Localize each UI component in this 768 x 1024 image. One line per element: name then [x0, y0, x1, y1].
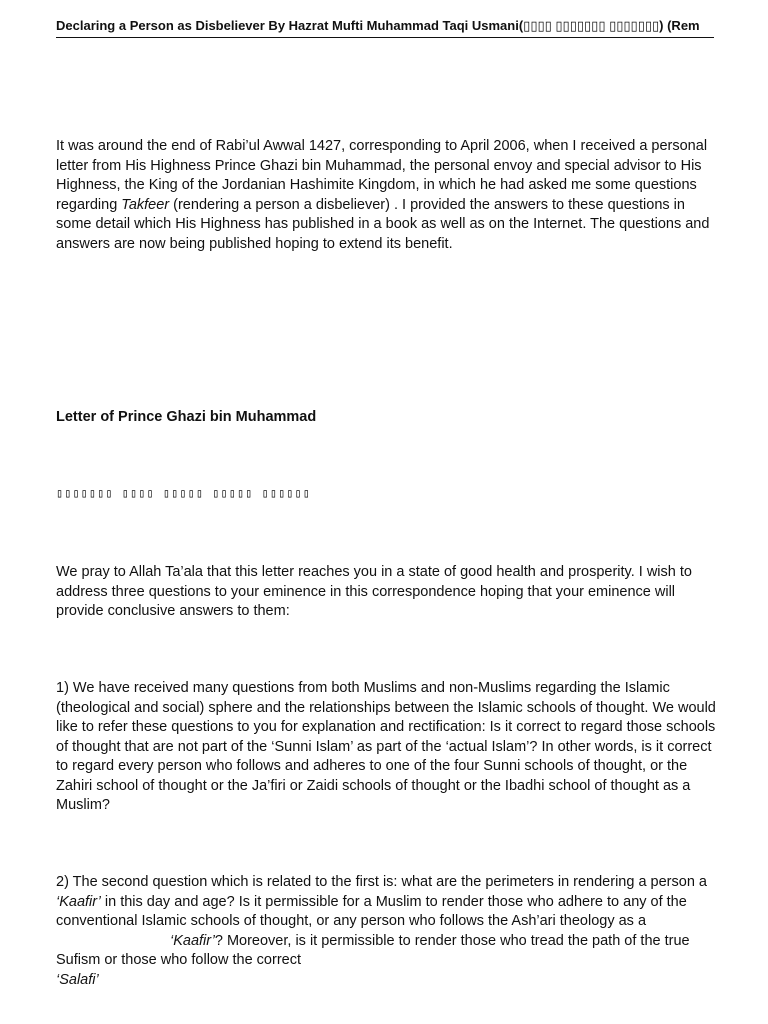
intro-text-2: (rendering a person a disbeliever) . I provided the answers to these questions in some detail which His Highness has published in a book as well as on the Internet. The questions and answers are now being published hoping to extend its benefit.: [56, 196, 710, 252]
question-1-paragraph: 1) We have received many questions from both Muslims and non-Muslims regarding the Islamic (theological and social) sphere and the relationships between the Islamic schools of thought. We would like to refer these questions to you for explanation and rectification: Is it correct to regard those schools of thought that are not part of the ‘Sunni Islam’ as part of the ‘actual Islam’? In other words, is it correct to regard every person who follows and adheres to one of the four Sunni schools of thought, or the Zahiri school of thought or the Ja’firi or Zaidi schools of thought or the Ibadhi school of thought as a Muslim?: [56, 680, 716, 813]
question-2-term-kaafir-1: ‘Kaafir’: [56, 893, 101, 910]
question-2-paragraph: [56, 873, 716, 990]
question-2-term-salafi: ‘Salafi’: [56, 971, 99, 988]
question-2-text-3: ? Moreover, is it permissible to render those who tread the path of the true Sufism or those who follow the correct: [56, 932, 690, 968]
question-2-term-kaafir-2: ‘Kaafir’: [170, 932, 215, 949]
question-2-text-1: 2) The second question which is related to the first is: what are the perimeters in rendering a person a: [56, 874, 707, 890]
question-2-text-2: in this day and age? Is it permissible for a Muslim to render those who adhere to any of the conventional Islamic schools of thought, or any person who follows the Ash’ari theology as a: [56, 893, 687, 929]
letter-heading: Letter of Prince Ghazi bin Muhammad: [56, 409, 317, 425]
header-underline: [56, 37, 714, 38]
intro-paragraph: [56, 137, 716, 254]
intro-text-1: It was around the end of Rabi’ul Awwal 1427, corresponding to April 2006, when I received a personal letter from His Highness Prince Ghazi bin Muhammad, the personal envoy and special advisor to His Highness, the King of the Jordanian Hashimite Kingdom, in which he had asked me some questions regarding: [56, 138, 708, 213]
document-header-title: Declaring a Person as Disbeliever By Hazrat Mufti Muhammad Taqi Usmani(▯▯▯▯ ▯▯▯▯▯▯▯ ▯▯▯▯▯▯▯) (Rem: [56, 18, 700, 33]
greeting-paragraph: We pray to Allah Ta’ala that this letter reaches you in a state of good health and prosperity. I wish to address three questions to your eminence in this correspondence hoping that your eminence will provide conclusive answers to them:: [56, 564, 692, 619]
intro-term-takfeer: Takfeer: [121, 196, 170, 213]
unrendered-arabic-line: ▯▯▯▯▯▯▯ ▯▯▯▯ ▯▯▯▯▯ ▯▯▯▯▯ ▯▯▯▯▯▯: [56, 486, 311, 500]
